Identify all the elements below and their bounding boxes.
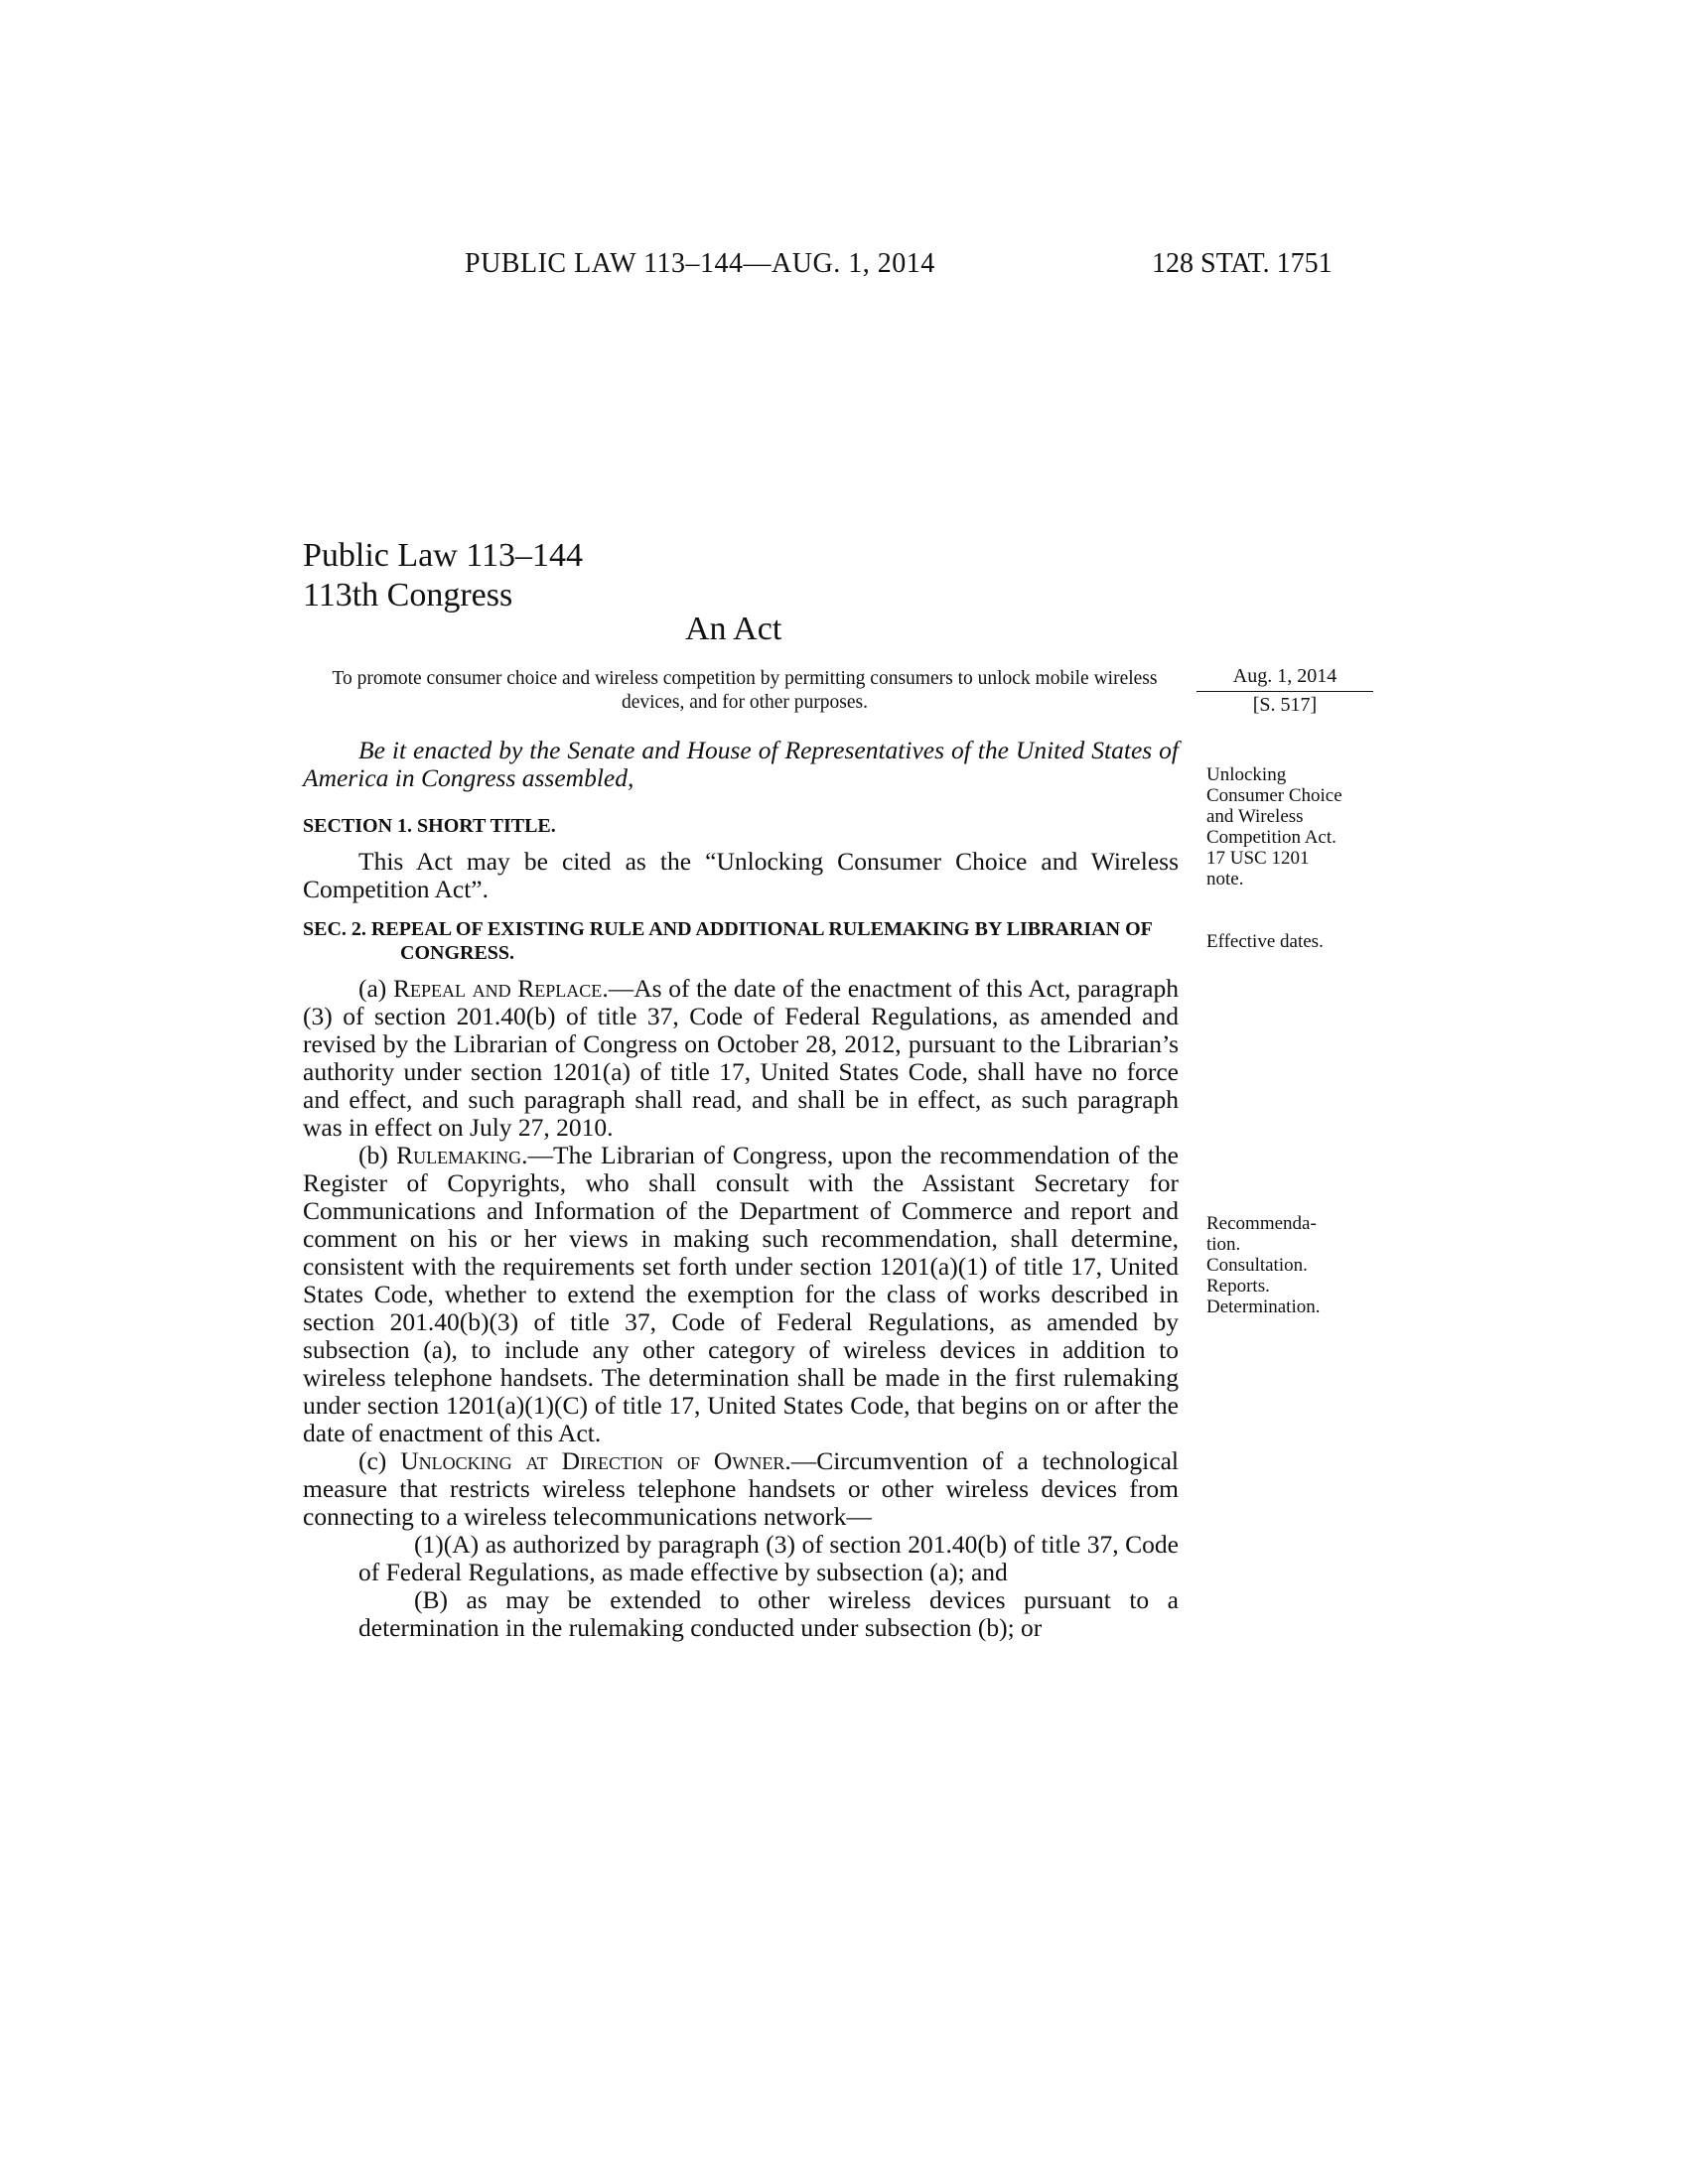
side-note-line: tion.: [1206, 1234, 1241, 1255]
subsection-c: [303, 1447, 1179, 1531]
subsection-a-heading: Repeal and Replace: [392, 974, 603, 1003]
subsection-a-label: (a): [358, 974, 393, 1003]
side-note-rulemaking: [1206, 1213, 1385, 1317]
side-note-line: Determination.: [1206, 1297, 1321, 1317]
side-note-line: Unlocking: [1206, 764, 1287, 785]
side-note-line: 17 USC 1201: [1206, 848, 1310, 869]
running-header-title: PUBLIC LAW 113–144—AUG. 1, 2014: [465, 248, 935, 279]
subsection-c-text: .—Circumvention of a technological measure that restricts wireless telephone handsets or other wireless devices from connecting to a wireless telecommunications network—: [303, 1446, 1179, 1531]
side-note-line: Consultation.: [1206, 1255, 1308, 1276]
subsection-b-text: .—The Librarian of Congress, upon the recommendation of the Register of Copyrights, who shall consult with the Assistant Secretary for Communications and Information of the Department of Commerce and report and comment on his or her views in making such recommendation, shall determine, consistent with the requirements set forth under section 1201(a)(1) of title 17, United States Code, whether to extend the exemption for the class of works described in section 201.40(b)(3) of title 37, Code of Federal Regulations, as amended by subsection (a), to include any other category of wireless devices in addition to wireless telephone handsets. The determination shall be made in the first rulemaking under section 1201(a)(1)(C) of title 17, United States Code, that begins on or after the date of enactment of this Act.: [303, 1141, 1179, 1447]
enacting-clause: Be it enacted by the Senate and House of Representatives of the United States of America in Congress assembled,: [303, 736, 1179, 792]
side-note-line: Reports.: [1206, 1276, 1270, 1297]
an-act-heading: An Act: [685, 611, 782, 647]
side-note-line: Recommenda-: [1206, 1213, 1317, 1234]
act-purpose: To promote consumer choice and wireless competition by permitting consumers to unlock mobile wireless devices, and for other purposes.: [332, 668, 1158, 713]
enactment-date: Aug. 1, 2014: [1196, 665, 1373, 692]
subsection-a: [303, 975, 1179, 1142]
side-note-line: and Wireless: [1206, 806, 1304, 827]
congress-number: 113th Congress: [303, 577, 513, 614]
side-note-effective-dates: [1206, 931, 1385, 952]
side-note-line: Competition Act.: [1206, 827, 1336, 848]
public-law-number: Public Law 113–144: [303, 537, 584, 574]
section-1-heading: SECTION 1. SHORT TITLE.: [303, 815, 556, 837]
side-note-line: note.: [1206, 869, 1244, 889]
side-note-line: Effective dates.: [1206, 931, 1324, 952]
enactment-date-box: [1196, 665, 1373, 717]
section-2-heading: SEC. 2. REPEAL OF EXISTING RULE AND ADDITIONAL RULEMAKING BY LIBRARIAN OF CONGRESS.: [303, 918, 1153, 964]
bill-number: [S. 517]: [1252, 694, 1318, 716]
act-body: [303, 737, 1179, 1642]
subsection-b-label: (b): [358, 1141, 397, 1169]
paragraph-1B: (B) as may be extended to other wireless devices pursuant to a determination in the rulemaking conducted under subsection (b); or: [358, 1585, 1179, 1642]
subsection-c-heading: Unlocking at Direction of Owner: [400, 1446, 785, 1475]
section-1-text: This Act may be cited as the “Unlocking Consumer Choice and Wireless Competition Act”.: [303, 847, 1179, 903]
subsection-a-text: .—As of the date of the enactment of this Act, paragraph (3) of section 201.40(b) of title 37, Code of Federal Regulations, as amended and revised by the Librarian of Congress on October 28, 2012, pursuant to the Librarian’s authority under section 1201(a) of title 17, United States Code, shall have no force and effect, and such paragraph shall read, and shall be in effect, as such paragraph was in effect on July 27, 2010.: [303, 974, 1179, 1142]
subsection-c-label: (c): [358, 1446, 401, 1475]
statute-page-number: 128 STAT. 1751: [1152, 248, 1333, 279]
law-title-block: [303, 536, 583, 615]
subsection-b: [303, 1142, 1179, 1447]
subsection-b-heading: Rulemaking: [396, 1141, 522, 1169]
side-note-short-title: [1206, 764, 1385, 889]
paragraph-1A: (1)(A) as authorized by paragraph (3) of section 201.40(b) of title 37, Code of Federal Regulations, as made effective by subsection (a); and: [358, 1530, 1179, 1586]
side-note-line: Consumer Choice: [1206, 785, 1342, 806]
